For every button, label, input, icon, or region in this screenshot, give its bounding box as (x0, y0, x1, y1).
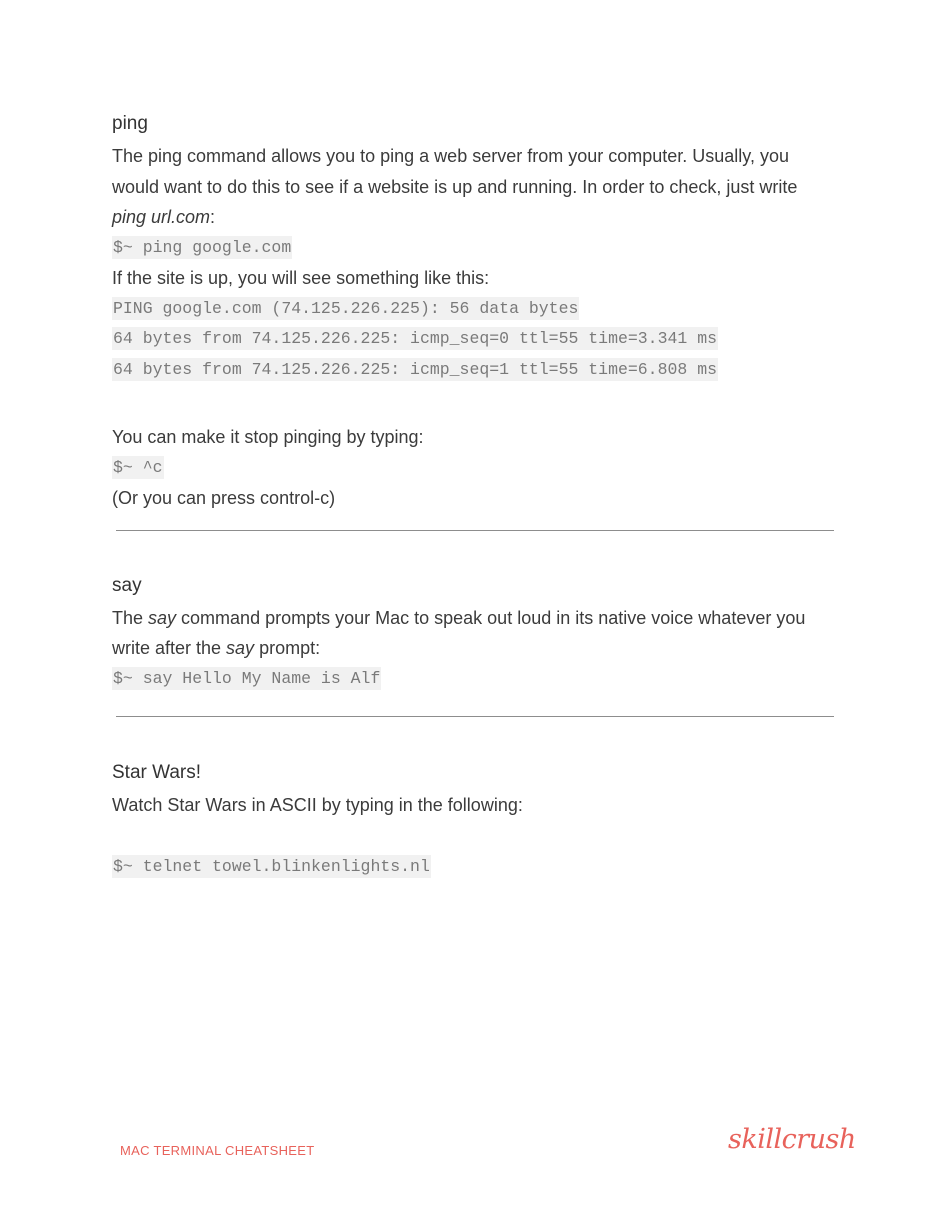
section-heading-ping: ping (112, 113, 148, 134)
ping-result-text: If the site is up, you will see something like this: (112, 268, 490, 288)
footer-title: MAC TERMINAL CHEATSHEET (120, 1143, 315, 1158)
starwars-command: $~ telnet towel.blinkenlights.nl (113, 856, 430, 876)
section-divider (116, 716, 834, 717)
ping-output-line: 64 bytes from 74.125.226.225: icmp_seq=1 ttl=55 time=6.808 ms (113, 359, 717, 379)
ping-stop-text: You can make it stop pinging by typing: (112, 427, 424, 447)
ping-stop-command: $~ ^c (113, 457, 163, 477)
say-command: $~ say Hello My Name is Alf (113, 668, 381, 688)
ping-output-line: PING google.com (74.125.226.225): 56 data bytes (113, 298, 579, 318)
section-divider (116, 530, 834, 531)
say-description: The say command prompts your Mac to speak out loud in its native voice whatever you write after the say prompt: (112, 607, 806, 658)
skillcrush-logo: skillcrush (728, 1124, 856, 1155)
starwars-description: Watch Star Wars in ASCII by typing in the following: (112, 795, 523, 815)
document-body (112, 110, 836, 882)
ping-stop-note: (Or you can press control-c) (112, 488, 336, 508)
ping-intro: The ping command allows you to ping a web server from your computer. Usually, you would want to do this to see if a website is up and running. In order to check, just write ping url.com: (112, 146, 798, 227)
ping-output-line: 64 bytes from 74.125.226.225: icmp_seq=0 ttl=55 time=3.341 ms (113, 329, 717, 348)
section-heading-say: say (112, 574, 142, 596)
section-heading-starwars: Star Wars! (112, 762, 202, 783)
ping-command: $~ ping google.com (113, 237, 292, 257)
